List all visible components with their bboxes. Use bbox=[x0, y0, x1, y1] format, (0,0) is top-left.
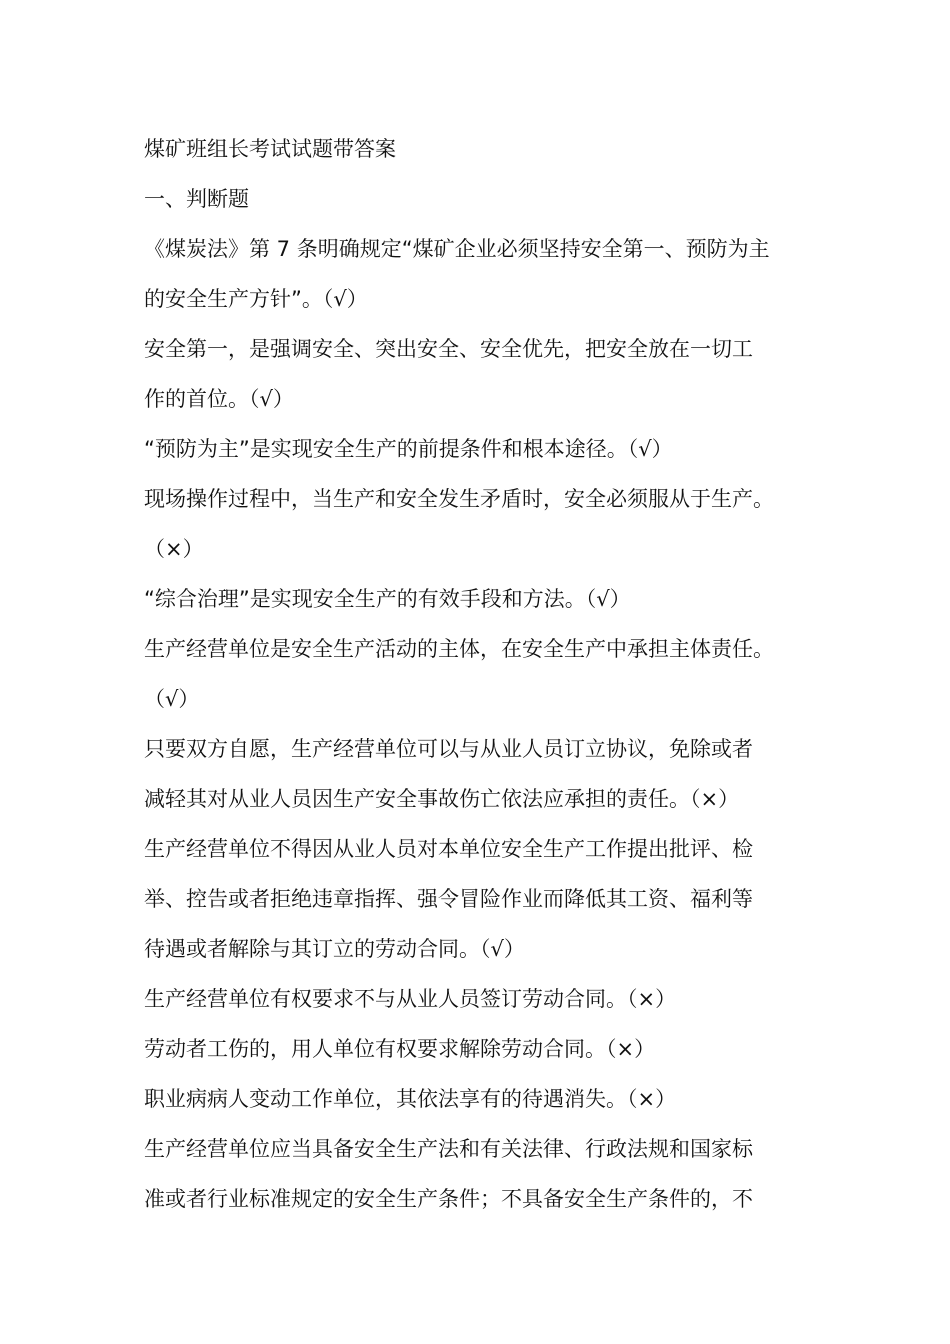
text-line: 《煤炭法》第 7 条明确规定“煤矿企业必须坚持安全第一、预防为主 bbox=[144, 237, 770, 261]
text-line: 职业病病人变动工作单位，其依法享有的待遇消失。（×） bbox=[144, 1087, 677, 1111]
text-line: 生产经营单位不得因从业人员对本单位安全生产工作提出批评、检 bbox=[144, 837, 753, 861]
document-title: 煤矿班组长考试试题带答案 bbox=[144, 137, 396, 161]
text-line: “预防为主”是实现安全生产的前提条件和根本途径。（√） bbox=[144, 437, 673, 461]
text-line: 减轻其对从业人员因生产安全事故伤亡依法应承担的责任。（×） bbox=[144, 787, 740, 811]
text-line: “综合治理”是实现安全生产的有效手段和方法。（√） bbox=[144, 587, 631, 611]
text-line: 举、控告或者拒绝违章指挥、强令冒险作业而降低其工资、福利等 bbox=[144, 887, 753, 911]
document-body bbox=[144, 124, 816, 1224]
text-line: 生产经营单位是安全生产活动的主体，在安全生产中承担主体责任。 bbox=[144, 637, 774, 661]
text-line: 生产经营单位有权要求不与从业人员签订劳动合同。（×） bbox=[144, 987, 677, 1011]
text-line: （×） bbox=[144, 537, 204, 561]
text-line: 待遇或者解除与其订立的劳动合同。（√） bbox=[144, 937, 525, 961]
text-line: 安全第一，是强调安全、突出安全、安全优先，把安全放在一切工 bbox=[144, 337, 753, 361]
text-line: 准或者行业标准规定的安全生产条件；不具备安全生产条件的，不 bbox=[144, 1187, 753, 1211]
text-line: 现场操作过程中，当生产和安全发生矛盾时，安全必须服从于生产。 bbox=[144, 487, 774, 511]
text-line: （√） bbox=[144, 687, 200, 711]
text-line: 生产经营单位应当具备安全生产法和有关法律、行政法规和国家标 bbox=[144, 1137, 753, 1161]
text-line: 劳动者工伤的，用人单位有权要求解除劳动合同。（×） bbox=[144, 1037, 656, 1061]
text-line: 作的首位。（√） bbox=[144, 387, 294, 411]
section-heading: 一、判断题 bbox=[144, 187, 249, 211]
text-line: 的安全生产方针”。（√） bbox=[144, 287, 368, 311]
text-line: 只要双方自愿，生产经营单位可以与从业人员订立协议，免除或者 bbox=[144, 737, 753, 761]
